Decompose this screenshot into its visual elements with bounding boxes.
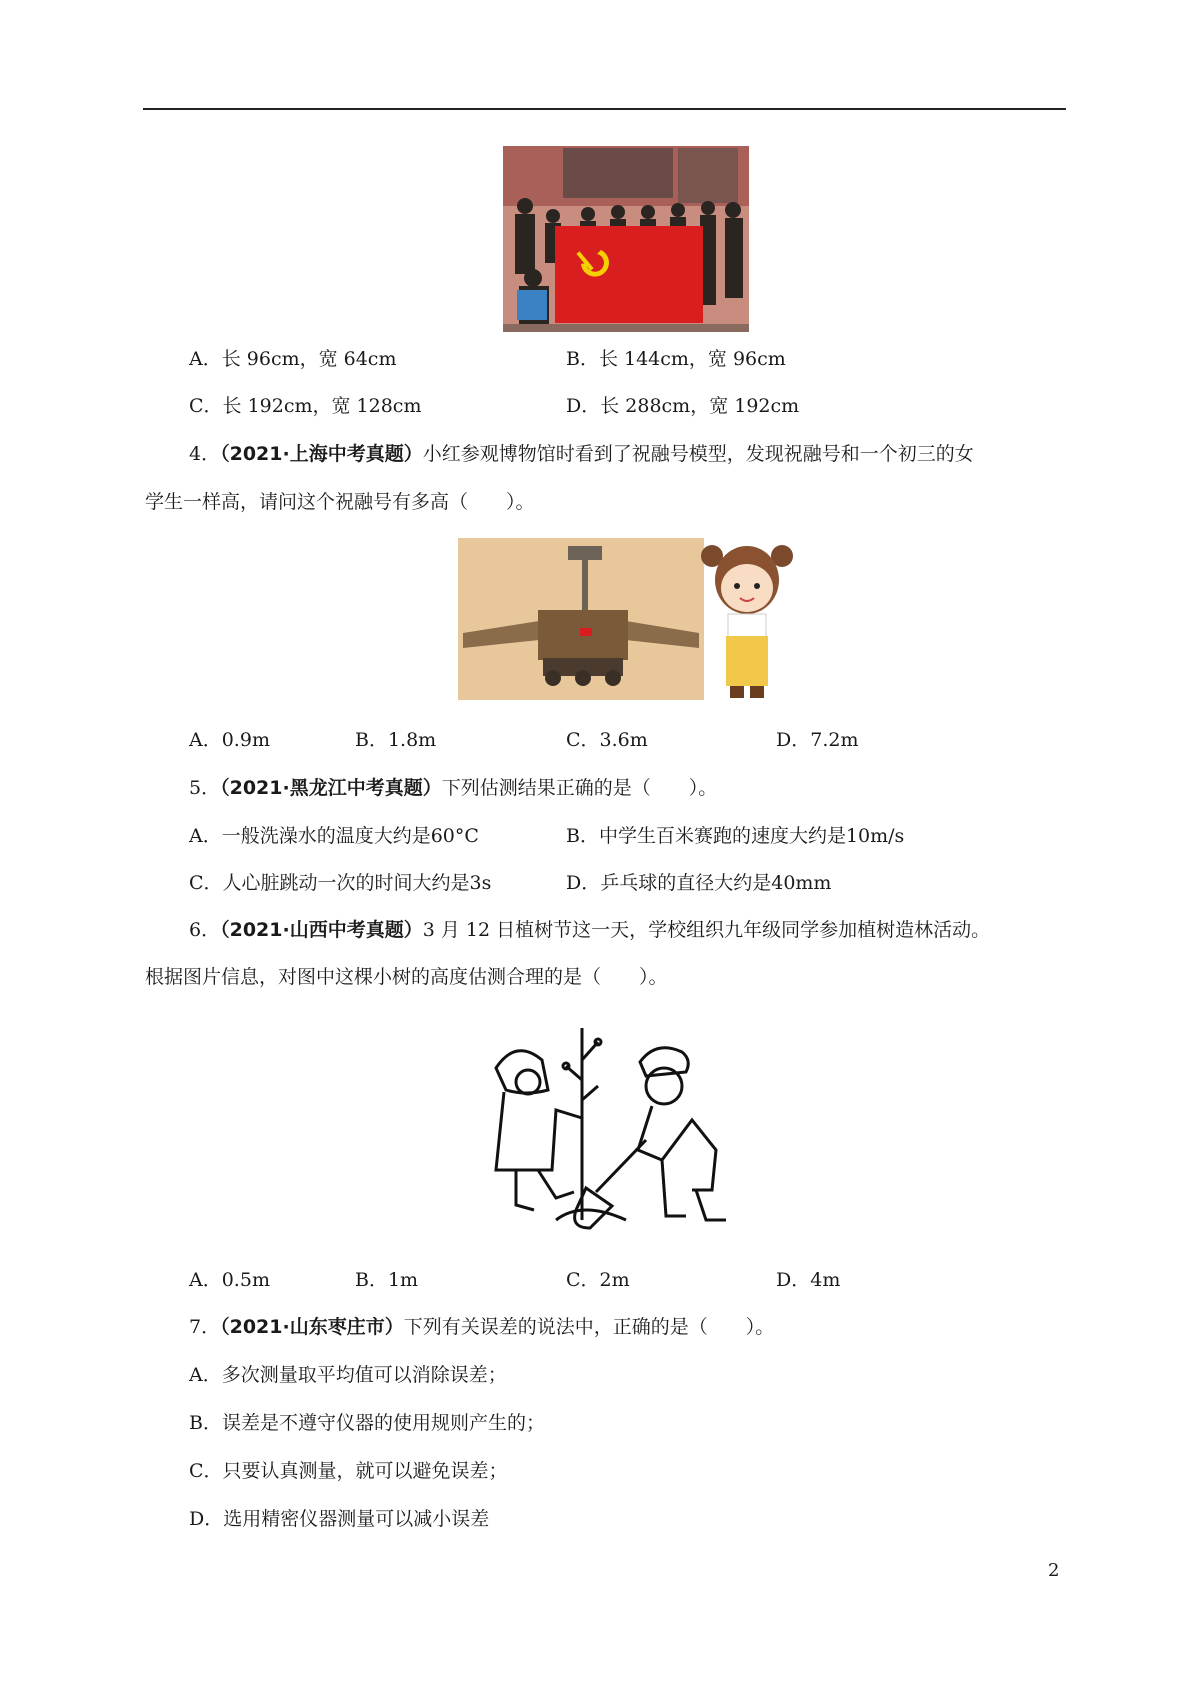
q5-source: （2021·黑龙江中考真题） xyxy=(220,777,442,799)
q4-option-b: B．1.8m xyxy=(355,729,437,751)
q4-option-a: A．0.9m xyxy=(189,729,270,751)
q4-source: （2021·上海中考真题） xyxy=(220,443,423,465)
q6-number: 6． xyxy=(189,919,221,941)
q6-option-b: B．1m xyxy=(355,1269,419,1291)
q6-source: （2021·山西中考真题） xyxy=(220,919,423,941)
girl-cartoon-image xyxy=(700,536,794,702)
q3-option-b: B．长 144cm，宽 96cm xyxy=(566,348,786,370)
q3-option-c: C．长 192cm，宽 128cm xyxy=(189,395,422,417)
q7-option-d: D．选用精密仪器测量可以减小误差 xyxy=(189,1508,490,1530)
q6-option-c: C．2m xyxy=(566,1269,630,1291)
q7-text: 下列有关误差的说法中，正确的是（ ）。 xyxy=(403,1316,775,1338)
q7-option-a: A．多次测量取平均值可以消除误差； xyxy=(189,1364,507,1386)
q4-option-c: C．3.6m xyxy=(566,729,648,751)
q4-option-d: D．7.2m xyxy=(776,729,859,751)
q4-stem-line2: 学生一样高，请问这个祝融号有多高（ ）。 xyxy=(145,491,535,513)
q3-option-d: D．长 288cm，宽 192cm xyxy=(566,395,800,417)
q5-stem xyxy=(189,776,717,800)
q7-number: 7． xyxy=(189,1316,221,1338)
q6-stem-line2: 根据图片信息，对图中这棵小树的高度估测合理的是（ ）。 xyxy=(145,966,668,988)
q3-option-a: A．长 96cm，宽 64cm xyxy=(189,348,397,370)
header-rule xyxy=(143,108,1066,110)
zhurong-rover-image xyxy=(458,538,704,700)
q5-option-b: B．中学生百米赛跑的速度大约是10m/s xyxy=(566,825,905,847)
page-number: 2 xyxy=(1048,1560,1060,1581)
q4-number: 4． xyxy=(189,443,221,465)
q5-option-c: C．人心脏跳动一次的时间大约是3s xyxy=(189,872,492,894)
flag-group-photo xyxy=(503,146,749,332)
q4-stem-line1 xyxy=(189,442,974,466)
q7-option-b: B．误差是不遵守仪器的使用规则产生的； xyxy=(189,1412,545,1434)
q7-source: （2021·山东枣庄市） xyxy=(220,1316,404,1338)
q6-stem-line1 xyxy=(189,918,990,942)
q6-option-a: A．0.5m xyxy=(189,1269,270,1291)
q5-option-d: D．乒乓球的直径大约是40mm xyxy=(566,872,832,894)
q6-text-line1: 3 月 12 日植树节这一天，学校组织九年级同学参加植树造林活动。 xyxy=(422,919,991,941)
q5-number: 5． xyxy=(189,777,221,799)
q7-option-c: C．只要认真测量，就可以避免误差； xyxy=(189,1460,508,1482)
q6-option-d: D．4m xyxy=(776,1269,841,1291)
q5-option-a: A．一般洗澡水的温度大约是60°C xyxy=(189,825,479,847)
tree-planting-drawing xyxy=(486,1020,736,1246)
q7-stem xyxy=(189,1315,774,1339)
q5-text: 下列估测结果正确的是（ ）。 xyxy=(441,777,718,799)
q4-text-line1: 小红参观博物馆时看到了祝融号模型，发现祝融号和一个初三的女 xyxy=(422,443,974,465)
